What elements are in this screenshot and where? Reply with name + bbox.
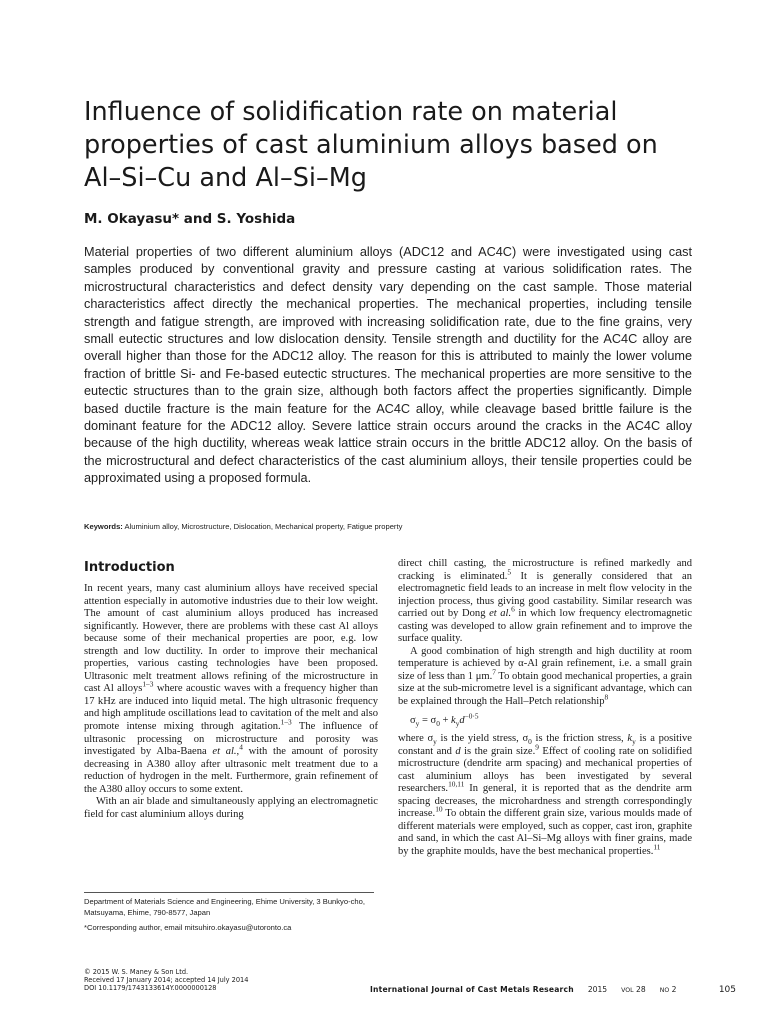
text-run: in which low frequency electromagnetic casting was developed to allow grain refinement and to improve the surface quality. <box>398 608 693 645</box>
text-run: To obtain the different grain size, various moulds made of different materials were employed, such as copper, cast iron, graphite and sand, in which the cast Al–Si–Mg alloys with finer grains, made by the graphite moulds, have the best mechanical properties. <box>398 808 692 858</box>
title-line-3: Al–Si–Cu and Al–Si–Mg <box>84 163 367 193</box>
footnote-divider <box>84 892 374 893</box>
text-run: It is generally considered that an electromagnetic field leads to an increase in melt flow velocity in the injection process, thus giving good castability. Similar research was carried out by Dong <box>398 570 692 620</box>
eq-sub: 0 <box>528 737 532 747</box>
text-run: To obtain good mechanical properties, a grain size at the sub-micrometre level is a significant advantage, which can be explained through the Hall–Petch relationship <box>398 670 692 708</box>
issue-number: 2 <box>671 985 677 994</box>
author-affiliation: Department of Materials Science and Engineering, Ehime University, 3 Bunkyo-cho, Matsuyama, Ehime, 790-8577, Japan <box>84 897 365 917</box>
volume-label: VOL <box>621 987 634 994</box>
section-heading-introduction: Introduction <box>84 560 175 575</box>
citation: 7 <box>492 667 496 677</box>
left-column <box>84 558 378 821</box>
received-line: Received 17 January 2014; accepted 14 July 2014 <box>84 976 249 984</box>
keywords <box>84 522 692 531</box>
eq-var: k <box>451 714 456 726</box>
publication-info <box>84 968 248 992</box>
hall-petch-equation <box>410 711 692 728</box>
eq-sub: 0 <box>436 718 440 728</box>
journal-name: International Journal of Cast Metals Research <box>370 985 574 994</box>
intro-paragraph-5 <box>398 733 692 858</box>
eq-var: d <box>459 714 465 726</box>
copyright-line: © 2015 W. S. Maney & Son Ltd. <box>84 968 189 976</box>
eq-var: d <box>455 745 461 757</box>
citation: 11 <box>653 842 661 852</box>
eq-sigma: σ <box>410 714 416 726</box>
et-al: et al. <box>489 608 512 620</box>
intro-paragraph-2: With an air blade and simultaneously applying an electromagnetic field for cast aluminium alloys during <box>84 796 378 820</box>
running-footer <box>370 985 736 995</box>
intro-paragraph-4 <box>398 646 692 709</box>
eq-exp: −0·5 <box>464 711 479 721</box>
text-run: A good combination of high strength and high ductility at room temperature is achieved by α-Al grain refinement, i.e. a small grain size of less than 1 μm. <box>398 645 692 682</box>
article-title <box>84 96 724 195</box>
citation: 5 <box>507 567 512 577</box>
eq-sub: y <box>433 737 437 747</box>
doi-line: DOI 10.1179/1743133614Y.0000000128 <box>84 984 217 992</box>
text-run: In recent years, many cast aluminium alloys have received special attention especially in automotive industries due to their low weight. The amount of cast aluminium alloys produced has increased significantly. However, there are problems with these cast Al alloys because some of their mechanical properties are poor, e.g. low strength and low ductility. In order to improve their mechanical properties, various casting technologies have been proposed. Ultrasonic melt treatment allows refining of the microstructure in cast Al alloys <box>84 583 378 695</box>
text-run: is the yield stress, σ <box>436 733 529 745</box>
author-list: M. Okayasu* and S. Yoshida <box>84 211 296 227</box>
eq-sub: y <box>455 718 460 728</box>
citation: 1–3 <box>142 679 154 689</box>
eq-sub: y <box>415 718 420 728</box>
text-run: is a positive constant and <box>398 733 692 757</box>
intro-paragraph-3 <box>398 558 692 646</box>
eq-var: k <box>627 733 633 745</box>
text-run: The influence of ultrasonic processing on microstructure and porosity was investigated by Alba-Baena <box>84 721 378 758</box>
citation: 1–3 <box>280 717 292 727</box>
intro-paragraph-1 <box>84 583 378 796</box>
page-number: 105 <box>718 985 736 995</box>
et-al: et al. <box>212 746 237 758</box>
keywords-text: Aluminium alloy, Microstructure, Dislocation, Mechanical property, Fatigue property <box>122 522 403 531</box>
right-column <box>398 558 692 859</box>
text-run: is the friction stress, <box>531 733 628 745</box>
eq-sub: y <box>632 737 636 747</box>
issue-label: NO <box>659 987 670 994</box>
citation: 9 <box>535 742 539 752</box>
text-run: where σ <box>398 733 434 745</box>
citation: 10,11 <box>448 779 465 789</box>
volume-number: 28 <box>636 985 646 994</box>
text-run: with the amount of porosity decreasing in A380 alloy after ultrasonic melt treatment due to a reduction of hydrogen in the melt. Furthermore, grain refinement of the A380 alloy occurs to some extent. <box>84 746 378 795</box>
eq-text: = σ <box>419 714 437 726</box>
text-run: In general, it is reported that as the dendrite arm spacing decreases, the microhardness and strength correspondingly increase. <box>398 783 692 820</box>
title-line-1: Influence of solidification rate on material <box>84 97 618 127</box>
text-run: , <box>236 746 240 758</box>
abstract: Material properties of two different aluminium alloys (ADC12 and AC4C) were investigated using cast samples produced by conventional gravity and pressure casting at various solidification rates. The microstructural characteristics and defect density vary depending on the cast sample. Those material characteristics affect directly the mechanical properties. The mechanical properties, including tensile strength and fatigue strength, are improved with increasing solidification rate, due to the fine grains, very small eutectic structures and low dislocation density. Tensile strength and ductility for the AC4C alloy are overall higher than those for the ADC12 alloy. The reason for this is attributed to mainly the lower volume fraction of brittle Si- and Fe-based eutectic structures. The mechanical properties are more sensitive to the eutectic structures than to the grain size, although both factors affect the properties significantly. Dimple based ductile fracture is the main feature for the AC4C alloy, while cleavage based brittle failure is the dominant feature for the ADC12 alloy. Severe lattice strain occurs around the cracks in the AC4C alloy because of the high ductility, whereas weak lattice strain occurs in the brittle ADC12 alloy. On the basis of the microstructural and defect characteristics of the cast aluminium alloys, their tensile properties could be approximated using a proposed formula. <box>84 245 692 486</box>
citation: 10 <box>435 804 443 814</box>
keywords-label: Keywords: <box>84 522 123 531</box>
text-run: Effect of cooling rate on solidified microstructure (dendrite arm spacing) and mechanical properties of cast aluminium alloys has been investigated by several researchers. <box>398 745 693 795</box>
text-run: where acoustic waves with a frequency higher than 17 kHz are induced into liquid metal. The high ultrasonic frequency and high amplitude oscillations lead to cavitation of the melt and also promote intense mixing through agitation. <box>84 683 378 733</box>
journal-year: 2015 <box>587 985 608 994</box>
title-line-2: properties of cast aluminium alloys based on <box>84 130 658 160</box>
corresponding-author: *Corresponding author, email mitsuhiro.okayasu@utoronto.ca <box>84 923 292 932</box>
eq-text: + <box>439 714 452 726</box>
text-run: is the grain size. <box>460 745 536 757</box>
citation: 8 <box>604 692 609 702</box>
text-run: direct chill casting, the microstructure is refined markedly and cracking is eliminated. <box>398 558 692 582</box>
citation: 4 <box>239 742 243 752</box>
citation: 6 <box>511 604 515 614</box>
